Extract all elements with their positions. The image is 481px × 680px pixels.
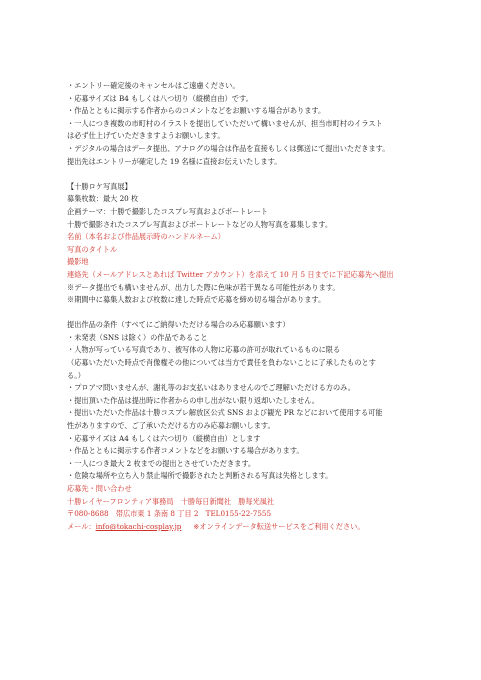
spacer <box>67 168 422 181</box>
photo-description: 十勝で撮影されたコスプレ写真およびポートレートなどの人物写真を募集します。 <box>67 219 333 229</box>
contact-address: 〒080-8688 帯広市東 1 条南 8 丁目 2 TEL0155-22-7555 <box>67 509 272 519</box>
contact-mail-line <box>67 521 422 534</box>
note-data: ※データ提出でも構いませんが、出力した際に色味が若干異なる可能性があります。 <box>67 282 340 292</box>
illust-rule-multiple: ・一人につき複数の市町村のイラストを提出していただいて構いませんが、担当市町村のイラスト <box>67 118 383 128</box>
condition-no-return: ・提出頂いた作品は提出時に作者からの申し出がない限り返却いたしません。 <box>67 395 319 405</box>
illust-rule-destination: 提出先はエントリーが確定した 19 名様に直接お伝えいたします。 <box>67 156 282 166</box>
condition-portrait-rights-cont: る。） <box>67 370 85 380</box>
condition-subject-consent: ・人物が写っている写真であり、被写体の人物に応募の許可が取れているものに限る <box>67 345 341 355</box>
mail-label: メール： <box>67 521 96 531</box>
condition-no-fee: ・プロアマ問いませんが、謝礼等のお支払いはありませんのでご理解いただける方のみ。 <box>67 383 355 393</box>
contact-heading: 応募先・問い合わせ <box>67 484 132 493</box>
condition-unpublished: ・未発表（SNS は除く）の作品であること <box>67 332 208 342</box>
note-deadline: ※期間中に募集人数および枚数に達した時点で応募を締め切る場合があります。 <box>67 295 326 305</box>
condition-portrait-rights: （応募いただいた時点で肖像権その他については当方で責任を負わないことに了承したものとす <box>67 358 376 368</box>
online-transfer-note: ※オンラインデータ転送サービスをご利用ください。 <box>193 521 365 531</box>
illust-rule-digital: ・デジタルの場合はデータ提出、アナログの場合は作品を直接もしくは郵送にて提出いただきます。 <box>67 143 390 153</box>
condition-size: ・応募サイズは A4 もしくは六つ切り（縦横自由）とします <box>67 433 261 443</box>
illust-rule-size: ・応募サイズは B4 もしくは八つ切り（縦横自由）です。 <box>67 93 253 103</box>
conditions-heading: 提出作品の条件（すべてにご納得いただける場合のみ応募願います） <box>67 320 290 330</box>
required-title: 写真のタイトル <box>67 244 118 254</box>
email-link[interactable]: info@tokachi-cosplay.jp <box>95 521 182 531</box>
photo-count: 募集枚数：最大 20 枚 <box>67 194 139 204</box>
illust-rule-comment: ・作品とともに掲示する作者からのコメントなどをお願いする場合があります。 <box>67 106 326 116</box>
required-name: 名前（本名および作品展示時のハンドルネーム） <box>67 232 225 242</box>
required-location: 撮影地 <box>67 257 89 267</box>
condition-comment: ・作品とともに掲示する作者コメントなどをお願いする場合があります。 <box>67 446 304 456</box>
condition-usage: ・提出いただいた作品は十勝コスプレ解放区公式 SNS および観光 PR などにおいて使用する可能 <box>67 408 383 418</box>
spacer <box>67 307 422 320</box>
photo-theme: 企画テーマ：十勝で撮影したコスプレ写真およびポートレート <box>67 206 268 216</box>
illust-rule-cancel: ・エントリー確定後のキャンセルはご遠慮ください。 <box>67 81 240 90</box>
condition-usage-cont: 性がありますので、ご了承いただける方のみ応募お願いします。 <box>67 421 275 431</box>
illust-rule-multiple-cont: は必ず仕上げていただきますようお願いします。 <box>67 131 225 141</box>
document-body <box>67 80 422 533</box>
required-contact: 連絡先（メールアドレスとあれば Twitter アカウント）を添えて 10 月 5 日までに下記応募先へ提出 <box>67 269 394 279</box>
contact-organization: 十勝レイヤーフロンティア事務局 十勝毎日新聞社 勝每光風社 <box>67 496 275 506</box>
condition-max-two: ・一人につき最大 2 枚までの提出とさせていただきます。 <box>67 458 256 468</box>
condition-danger: ・危険な場所や立ち入り禁止場所で撮影されたと判断される写真は失格とします。 <box>67 471 333 481</box>
photo-section-title: 【十勝ロケ写真展】 <box>67 181 132 191</box>
